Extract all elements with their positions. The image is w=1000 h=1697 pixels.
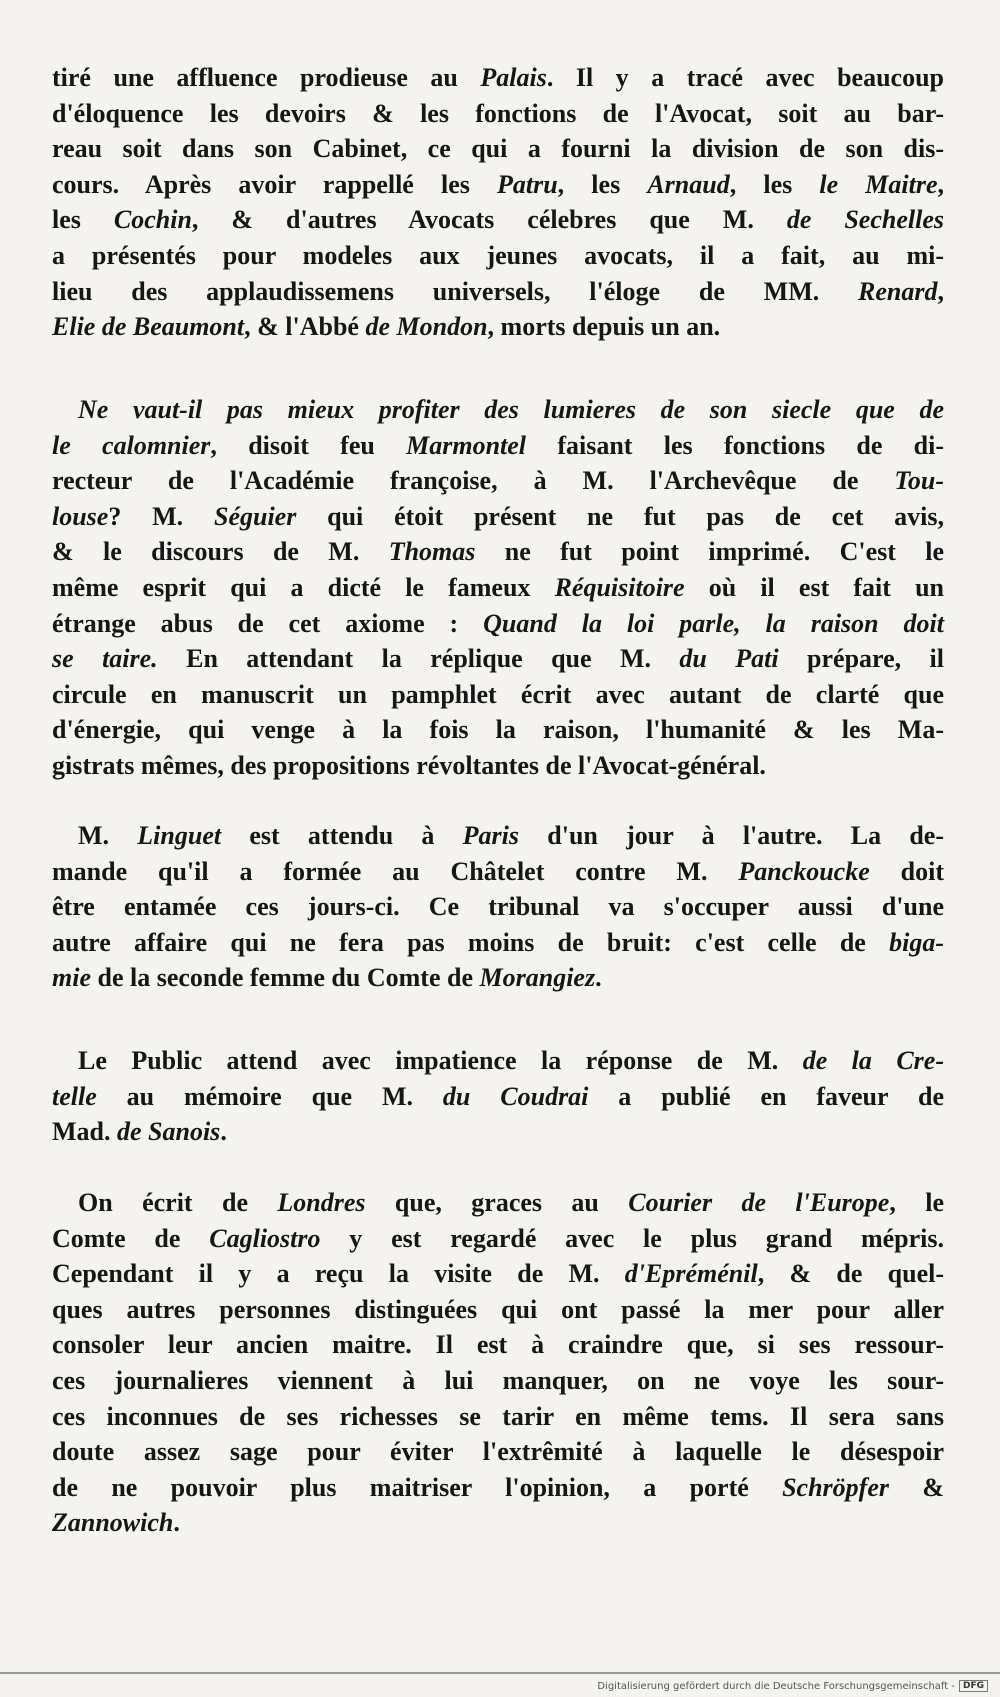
text-line: doute assez sage pour éviter l'extrêmité à laquelle le désespoir [52, 1437, 944, 1467]
italic-run: Cagliostro [209, 1223, 321, 1253]
text-line: Mad. de Sanois. [52, 1117, 227, 1147]
italic-run: de la Cre- [802, 1046, 944, 1075]
text-line: d'éloquence les devoirs & les fonctions de l'Avocat, soit au bar- [52, 98, 944, 128]
italic-run: Courier de l'Europe [628, 1188, 890, 1217]
text-line: Le Public attend avec impatience la réponse de M. de la Cre- [52, 1046, 944, 1075]
text-line: autre affaire qui ne fera pas moins de bruit: c'est celle de biga- [52, 927, 944, 957]
paragraph [52, 818, 944, 996]
text-line: ces journalieres viennent à lui manquer, on ne voye les sour- [52, 1365, 944, 1395]
italic-run: Londres [277, 1188, 366, 1217]
text-line: les Cochin, & d'autres Avocats célebres que M. de Sechelles [52, 205, 944, 235]
italic-run: de Sechelles [786, 205, 944, 235]
italic-run: Morangiez [479, 963, 596, 993]
text-line: a présentés pour modeles aux jeunes avocats, il a fait, au mi- [52, 240, 944, 270]
text-line: Cependant il y a reçu la visite de M. d'Epréménil, & de quel- [52, 1259, 944, 1289]
italic-run: Tou- [894, 466, 944, 496]
text-line: circule en manuscrit un pamphlet écrit avec autant de clarté que [52, 679, 944, 709]
footer-divider [0, 1672, 1000, 1674]
italic-run: Zannowich [52, 1508, 174, 1538]
italic-run: Paris [462, 821, 520, 850]
paragraph [52, 60, 944, 345]
text-line: ces inconnues de ses richesses se tarir en même tems. Il sera sans [52, 1401, 944, 1431]
text-line: Zannowich. [52, 1508, 180, 1538]
dfg-logo: DFG [959, 1680, 988, 1692]
text-line: On écrit de Londres que, graces au Courier de l'Europe, le [52, 1188, 945, 1217]
text-line: le calomnier, disoit feu Marmontel faisant les fonctions de di- [52, 430, 944, 460]
text-line: cours. Après avoir rappellé les Patru, les Arnaud, les le Maitre, [52, 169, 944, 199]
text-line [52, 392, 944, 428]
italic-run: Arnaud [647, 169, 730, 199]
text-line: se taire. En attendant la réplique que M. du Pati prépare, il [52, 644, 945, 674]
text-line: M. Linguet est attendu à Paris d'un jour à l'autre. La de- [52, 821, 945, 850]
text-line: gistrats mêmes, des propositions révoltantes de l'Avocat-général. [52, 750, 766, 780]
text-line: & le discours de M. Thomas ne fut point imprimé. C'est le [52, 537, 945, 567]
italic-run: Linguet [137, 821, 222, 850]
italic-run: Marmontel [406, 430, 527, 460]
italic-run: mie [52, 963, 91, 993]
paragraph [52, 1185, 944, 1541]
text-line: Comte de Cagliostro y est regardé avec le plus grand mépris. [52, 1223, 944, 1253]
italic-run: le calomnier [52, 430, 211, 460]
text-line: être entamée ces jours-ci. Ce tribunal va s'occuper aussi d'une [52, 892, 944, 922]
funding-credit: Digitalisierung gefördert durch die Deutsche Forschungsgemeinschaft - [597, 1680, 955, 1692]
text-line: tiré une affluence prodieuse au Palais. Il y a tracé avec beaucoup [52, 63, 944, 92]
text-line: louse? M. Séguier qui étoit présent ne fut pas de cet avis, [52, 501, 944, 531]
text-line: telle au mémoire que M. du Coudrai a publié en faveur de [52, 1081, 944, 1111]
italic-run: Elie de Beaumont [52, 312, 245, 342]
text-line: de ne pouvoir plus maitriser l'opinion, a porté Schröpfer & [52, 1472, 944, 1502]
italic-run: du Coudrai [442, 1081, 589, 1111]
italic-run: Séguier [213, 501, 297, 531]
footer [597, 1680, 988, 1692]
text-line: consoler leur ancien maitre. Il est à craindre que, si ses ressour- [52, 1330, 944, 1360]
text-line: lieu des applaudissemens universels, l'éloge de MM. Renard, [52, 276, 944, 306]
italic-run: biga- [889, 927, 944, 957]
italic-run: telle [52, 1081, 97, 1111]
italic-run: Réquisitoire [554, 572, 685, 602]
text-line: d'énergie, qui venge à la fois la raison, l'humanité & les Ma- [52, 715, 944, 745]
italic-run: d'Epréménil [624, 1259, 758, 1289]
text-line: reau soit dans son Cabinet, ce qui a fourni la division de son dis- [52, 134, 944, 164]
italic-run: de Mondon [365, 312, 488, 342]
text-line: même esprit qui a dicté le fameux Réquisitoire où il est fait un [52, 572, 944, 602]
italic-run: le Maitre [819, 169, 938, 199]
italic-run: Schröpfer [782, 1472, 889, 1502]
italic-run: louse [52, 501, 109, 531]
text-line: mande qu'il a formée au Châtelet contre M. Panckoucke doit [52, 856, 944, 886]
paragraph [52, 1043, 944, 1150]
italic-run: Cochin [113, 205, 192, 235]
text-line: Elie de Beaumont, & l'Abbé de Mondon, morts depuis un an. [52, 312, 721, 342]
italic-run: Ne vaut-il pas mieux profiter des lumieres de son siecle que de [78, 395, 944, 424]
italic-run: de Sanois [117, 1117, 221, 1147]
text-line: ques autres personnes distinguées qui ont passé la mer pour aller [52, 1294, 944, 1324]
text-line: mie de la seconde femme du Comte de Morangiez. [52, 963, 602, 993]
italic-run: Renard [858, 276, 938, 306]
text-line: recteur de l'Académie françoise, à M. l'Archevêque de Tou- [52, 466, 944, 496]
italic-run: Quand la loi parle, la raison doit [483, 608, 944, 638]
italic-run: Panckoucke [738, 856, 870, 886]
paragraph [52, 392, 944, 784]
italic-run: Palais [480, 63, 547, 92]
text-line: étrange abus de cet axiome : Quand la loi parle, la raison doit [52, 608, 944, 638]
italic-run: Thomas [388, 537, 476, 567]
italic-run: du Pati [679, 644, 779, 674]
italic-run: Patru [496, 169, 558, 199]
italic-run: se taire. [52, 644, 158, 674]
